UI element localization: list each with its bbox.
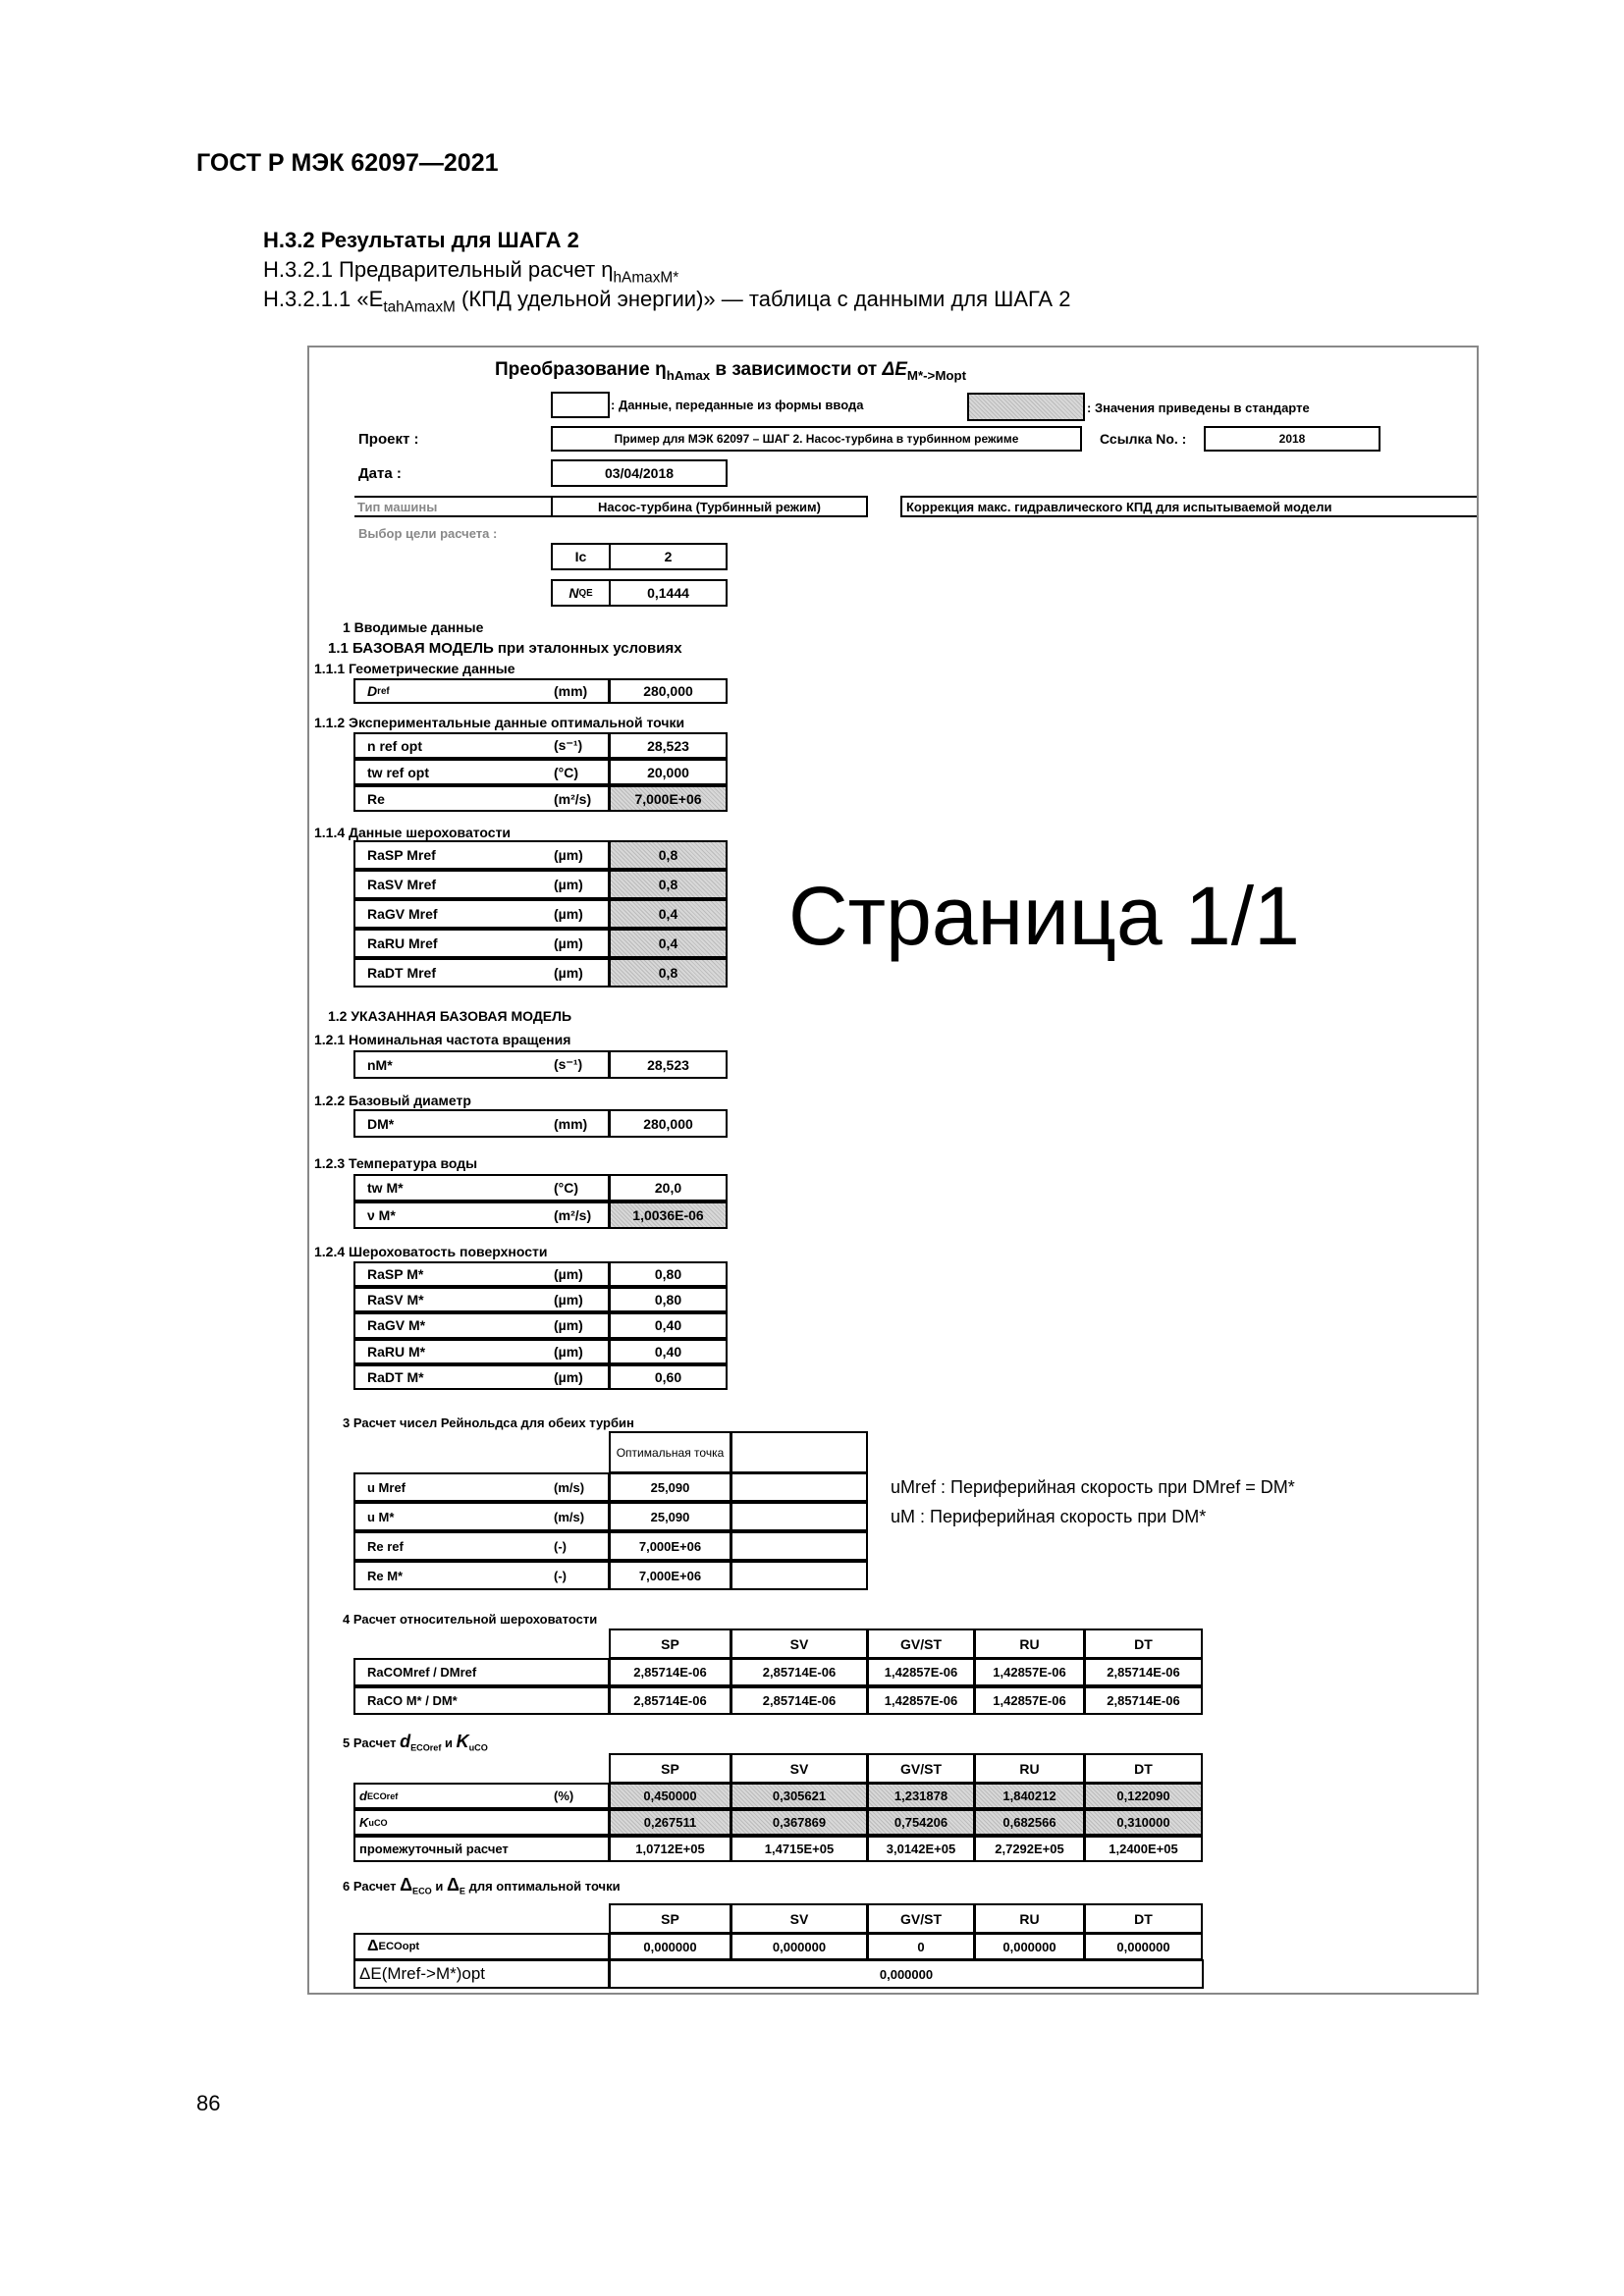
subsubsection-title xyxy=(263,287,1070,316)
value-cell xyxy=(974,1686,1085,1715)
cell-text: 0,000000 xyxy=(643,1939,697,1954)
value-cell xyxy=(974,1836,1085,1862)
cell-text: 0,8 xyxy=(658,877,678,892)
cell-text: SV xyxy=(789,1760,809,1777)
machine-type-field[interactable]: Насос-турбина (Турбинный режим) xyxy=(551,496,868,517)
cell-text: RU xyxy=(1019,1910,1040,1927)
section-heading: 4 Расчет относительной шероховатости xyxy=(343,1612,598,1627)
section-heading xyxy=(343,1732,488,1753)
value-cell[interactable] xyxy=(609,1261,728,1287)
title-sub: M*->Mopt xyxy=(906,367,967,383)
column-header xyxy=(731,1753,868,1784)
cell-text: 0,80 xyxy=(654,1292,682,1308)
heading-part: 6 Расчет xyxy=(343,1879,401,1894)
cell-text: RU xyxy=(1019,1635,1040,1652)
column-header xyxy=(867,1629,975,1659)
cell-text: 1,42857E-06 xyxy=(993,1693,1066,1708)
cell-subscript: ECOopt xyxy=(378,1941,420,1952)
value-cell xyxy=(974,1783,1085,1809)
cell-text: u M* xyxy=(367,1509,395,1524)
row-unit: (m/s) xyxy=(554,1509,585,1524)
column-header xyxy=(1084,1753,1203,1784)
nqe-field[interactable]: 0,1444 xyxy=(609,579,728,607)
row-label-cell xyxy=(353,1312,610,1338)
row-label-cell xyxy=(353,1174,610,1201)
empty-cell xyxy=(731,1531,868,1561)
column-header xyxy=(974,1903,1085,1934)
cell-text: DT xyxy=(1134,1760,1153,1777)
row-label: RaGV M* xyxy=(367,1317,426,1334)
cell-text: d xyxy=(359,1789,367,1803)
cell-text: 0,80 xyxy=(654,1266,682,1283)
row-unit: (s⁻¹) xyxy=(554,737,583,753)
value-cell xyxy=(974,1809,1085,1836)
column-header xyxy=(609,1903,731,1934)
row-label-cell xyxy=(353,1261,610,1287)
cell-subscript: uCO xyxy=(368,1817,388,1828)
value-cell[interactable] xyxy=(609,732,728,759)
cell-text: 2,85714E-06 xyxy=(633,1693,707,1708)
value-cell xyxy=(867,1933,975,1960)
column-header xyxy=(974,1629,1085,1659)
value-cell xyxy=(1084,1809,1203,1836)
note-umref: uMref : Периферийная скорость при DMref = DM* xyxy=(891,1477,1295,1497)
row-label: nM* xyxy=(367,1056,393,1073)
section-heading: 1 Вводимые данные xyxy=(343,619,484,635)
row-unit: (%) xyxy=(554,1789,574,1803)
cell-text: 0,000000 xyxy=(1002,1939,1056,1954)
cell-text: Re M* xyxy=(367,1568,404,1583)
section-heading: 1.2.1 Номинальная частота вращения xyxy=(314,1032,571,1047)
row-label: RaSP M* xyxy=(367,1266,424,1283)
value-cell xyxy=(609,1809,731,1836)
row-label-cell xyxy=(353,840,610,870)
subsection-title-text: Н.3.2.1 Предварительный расчет η xyxy=(263,257,614,282)
row-label-cell xyxy=(353,1502,610,1531)
heading-sub: E xyxy=(459,1886,465,1896)
value-cell[interactable] xyxy=(609,759,728,785)
heading-part: Δ xyxy=(446,1875,460,1895)
cell-text: 28,523 xyxy=(647,737,689,754)
value-cell xyxy=(1084,1836,1203,1862)
subsection-title-sub: hAmaxM* xyxy=(613,269,679,287)
value-cell xyxy=(867,1809,975,1836)
row-unit: (s⁻¹) xyxy=(554,1056,583,1072)
section-heading: 1.2.3 Температура воды xyxy=(314,1155,478,1171)
row-label-cell xyxy=(353,958,610,988)
subsubsection-title-rest: (КПД удельной энергии)» — таблица с данными для ШАГА 2 xyxy=(455,287,1071,311)
cell-text: SV xyxy=(789,1635,809,1652)
row-unit: (m²/s) xyxy=(554,1207,592,1223)
cell-text: 20,000 xyxy=(647,764,689,780)
column-header xyxy=(609,1753,731,1784)
cell-text: Оптимальная точка xyxy=(616,1445,725,1460)
row-unit: (µm) xyxy=(554,1292,583,1308)
row-label-cell xyxy=(353,1658,610,1686)
value-cell xyxy=(867,1836,975,1862)
cell-text: 0,367869 xyxy=(772,1815,827,1830)
sheet-title xyxy=(495,359,966,383)
cell-text: Re ref xyxy=(367,1538,404,1554)
cell-text: 3,0142E+05 xyxy=(886,1842,956,1856)
nqe-label-text: N xyxy=(568,585,579,601)
project-field[interactable]: Пример для МЭК 62097 – ШАГ 2. Насос-турбина в турбинном режиме xyxy=(551,426,1082,452)
row-label-cell xyxy=(353,870,610,899)
cell-text: 7,000E+06 xyxy=(638,1538,702,1554)
value-cell xyxy=(609,1561,731,1590)
value-cell xyxy=(609,1531,731,1561)
row-label: tw ref opt xyxy=(367,764,429,780)
value-cell xyxy=(974,1658,1085,1686)
row-unit: (µm) xyxy=(554,1317,583,1334)
value-cell[interactable] xyxy=(609,1109,728,1138)
row-unit: (µm) xyxy=(554,847,583,863)
cell-text: 1,2400E+05 xyxy=(1109,1842,1178,1856)
cell-text: 0,267511 xyxy=(643,1815,697,1830)
cell-text: 0,4 xyxy=(658,935,678,951)
empty-cell xyxy=(731,1502,868,1531)
row-label: tw M* xyxy=(367,1180,404,1196)
row-label-cell xyxy=(353,1364,610,1390)
row-label-cell xyxy=(353,1109,610,1138)
row-label-cell xyxy=(353,1287,610,1312)
page-number: 86 xyxy=(196,2091,221,2115)
value-cell xyxy=(867,1658,975,1686)
subsubsection-title-sub: tahAmaxM xyxy=(383,298,456,316)
heading-sub: ECO xyxy=(412,1886,432,1896)
legend-standard-label: : Значения приведены в стандарте xyxy=(1087,400,1310,415)
value-cell xyxy=(609,1658,731,1686)
subsubsection-title-text: Н.3.2.1.1 «E xyxy=(263,287,384,311)
value-cell xyxy=(867,1783,975,1809)
column-header xyxy=(609,1431,731,1473)
nqe-label-sub: QE xyxy=(578,587,593,599)
cell-text: 1,0712E+05 xyxy=(635,1842,705,1856)
ic-field[interactable]: 2 xyxy=(609,543,728,570)
cell-text: 7,000E+06 xyxy=(638,1568,702,1583)
row-unit: (m²/s) xyxy=(554,790,592,807)
document-id: ГОСТ Р МЭК 62097—2021 xyxy=(196,149,499,177)
row-label: RaGV Mref xyxy=(367,906,438,922)
heading-part: Δ xyxy=(400,1875,412,1895)
row-label-cell xyxy=(353,1472,610,1502)
legend-input-label: : Данные, переданные из формы ввода xyxy=(611,398,864,412)
row-label: RaSV Mref xyxy=(367,877,437,892)
heading-part: для оптимальной точки xyxy=(464,1879,621,1894)
value-cell[interactable] xyxy=(609,678,728,704)
cell-text: 2,85714E-06 xyxy=(1107,1665,1180,1680)
row-label-cell xyxy=(353,929,610,958)
row-label-sub: ref xyxy=(377,685,390,697)
row-unit: (µm) xyxy=(554,1343,583,1360)
cell-text: 1,4715E+05 xyxy=(764,1842,835,1856)
reference-field[interactable]: 2018 xyxy=(1204,426,1380,452)
column-header xyxy=(1084,1903,1203,1934)
value-cell xyxy=(731,1658,868,1686)
row-label: RaSV M* xyxy=(367,1292,424,1308)
heading-part: d xyxy=(400,1732,411,1751)
section-heading: 1.1 БАЗОВАЯ МОДЕЛЬ при эталонных условиях xyxy=(328,640,682,657)
row-label-cell xyxy=(353,1809,610,1836)
empty-cell xyxy=(731,1561,868,1590)
row-label-cell xyxy=(353,1201,610,1229)
row-label: RaSP Mref xyxy=(367,847,436,863)
column-header xyxy=(867,1753,975,1784)
row-unit: (°C) xyxy=(554,764,579,780)
row-unit: (mm) xyxy=(554,1115,588,1132)
cell-text: 0,754206 xyxy=(893,1815,948,1830)
reference-label: Ссылка No. : xyxy=(1100,431,1187,447)
column-header xyxy=(731,1629,868,1659)
section-heading: 1.2.2 Базовый диаметр xyxy=(314,1093,471,1108)
value-cell xyxy=(731,1933,868,1960)
value-cell xyxy=(609,785,728,812)
heading-part: 5 Расчет xyxy=(343,1735,401,1750)
section-heading xyxy=(343,1875,621,1896)
row-label-cell xyxy=(353,1959,610,1989)
cell-text: GV/ST xyxy=(899,1635,942,1652)
value-cell xyxy=(731,1809,868,1836)
date-label: Дата : xyxy=(358,465,402,482)
cell-text: 0,40 xyxy=(654,1317,682,1334)
row-label-cell xyxy=(353,1050,610,1079)
cell-text: 0,8 xyxy=(658,965,678,981)
cell-text: 2,85714E-06 xyxy=(1107,1693,1180,1708)
value-cell xyxy=(731,1686,868,1715)
value-cell xyxy=(1084,1658,1203,1686)
cell-text: 280,000 xyxy=(643,1115,693,1132)
row-label: RaDT Mref xyxy=(367,965,437,981)
row-unit: (mm) xyxy=(554,683,588,699)
row-label-cell xyxy=(353,759,610,785)
row-label-cell xyxy=(353,899,610,929)
page-watermark: Страница 1/1 xyxy=(788,870,1300,962)
cell-text: RaCOMref / DMref xyxy=(367,1665,477,1680)
cell-text: 0,682566 xyxy=(1002,1815,1056,1830)
cell-text: 2,85714E-06 xyxy=(762,1665,837,1680)
value-cell xyxy=(609,1933,731,1960)
section-heading: 1.2.4 Шероховатость поверхности xyxy=(314,1244,548,1259)
correction-label: Коррекция макс. гидравлического КПД для испытываемой модели xyxy=(900,496,1477,517)
cell-text: 0,4 xyxy=(658,906,678,922)
value-cell xyxy=(867,1686,975,1715)
note-um: uM : Периферийная скорость при DM* xyxy=(891,1507,1207,1526)
row-label-cell xyxy=(353,1836,610,1862)
row-unit: (µm) xyxy=(554,1368,583,1385)
value-cell xyxy=(731,1783,868,1809)
cell-text: 0,40 xyxy=(654,1343,682,1360)
column-header xyxy=(974,1753,1085,1784)
cell-text: DT xyxy=(1134,1910,1153,1927)
cell-text: 0,60 xyxy=(654,1368,682,1385)
column-header xyxy=(1084,1629,1203,1659)
row-label-cell xyxy=(353,1933,610,1960)
value-cell xyxy=(609,1502,731,1531)
row-label-cell xyxy=(353,1561,610,1590)
cell-text: 1,840212 xyxy=(1002,1789,1056,1803)
row-unit: (µm) xyxy=(554,935,583,951)
value-cell[interactable] xyxy=(609,1339,728,1364)
cell-text: 2,85714E-06 xyxy=(633,1665,707,1680)
cell-text: GV/ST xyxy=(899,1910,942,1927)
cell-text: Δ xyxy=(367,1938,379,1954)
cell-text: ΔE(Mref->M*)opt xyxy=(359,1964,486,1983)
value-cell xyxy=(609,899,728,929)
row-unit: (µm) xyxy=(554,877,583,892)
legend-input-swatch xyxy=(551,392,610,418)
value-cell xyxy=(609,1201,728,1229)
row-unit: (-) xyxy=(554,1538,567,1554)
cell-text: 280,000 xyxy=(643,683,693,699)
section-heading: 3 Расчет чисел Рейнольдса для обеих турбин xyxy=(343,1415,634,1430)
value-cell xyxy=(609,958,728,988)
cell-text: 0,000000 xyxy=(879,1966,934,1982)
ic-label: Ic xyxy=(551,543,611,570)
cell-text: 28,523 xyxy=(647,1056,689,1073)
row-label-cell xyxy=(353,678,610,704)
cell-text: SP xyxy=(661,1910,679,1927)
row-unit: (µm) xyxy=(554,1266,583,1283)
row-unit: (°C) xyxy=(554,1180,579,1196)
cell-text: 2,7292E+05 xyxy=(995,1842,1064,1856)
project-label: Проект : xyxy=(358,431,419,448)
column-header xyxy=(867,1903,975,1934)
heading-sub: uCO xyxy=(468,1742,488,1753)
row-label: RaRU Mref xyxy=(367,935,438,951)
value-cell xyxy=(1084,1933,1203,1960)
cell-text: SP xyxy=(661,1760,679,1777)
section-title: Н.3.2 Результаты для ШАГА 2 xyxy=(263,228,579,252)
cell-text: GV/ST xyxy=(899,1760,942,1777)
title-sub: hAmax xyxy=(666,367,711,383)
value-cell xyxy=(609,1686,731,1715)
cell-text: 1,42857E-06 xyxy=(884,1693,958,1708)
value-cell xyxy=(609,840,728,870)
heading-sub: ECOref xyxy=(410,1742,442,1753)
section-heading: 1.1.4 Данные шероховатости xyxy=(314,825,512,840)
cell-text: 0,122090 xyxy=(1116,1789,1170,1803)
cell-text: 25,090 xyxy=(650,1509,690,1524)
value-cell[interactable] xyxy=(609,1050,728,1079)
cell-text: SV xyxy=(789,1910,809,1927)
value-cell xyxy=(731,1836,868,1862)
row-unit: (m/s) xyxy=(554,1479,585,1495)
cell-text: 0,310000 xyxy=(1116,1815,1170,1830)
row-label: RaRU M* xyxy=(367,1343,426,1360)
row-unit: (µm) xyxy=(554,965,583,981)
row-label-cell xyxy=(353,1783,610,1809)
row-label: Re xyxy=(367,790,385,807)
value-cell[interactable] xyxy=(609,1174,728,1201)
cell-text: 2,85714E-06 xyxy=(762,1693,837,1708)
cell-text: SP xyxy=(661,1635,679,1652)
date-field[interactable]: 03/04/2018 xyxy=(551,459,728,487)
cell-text: 0,000000 xyxy=(1116,1939,1170,1954)
cell-subscript: ECOref xyxy=(366,1790,399,1801)
row-label: DM* xyxy=(367,1115,395,1132)
title-part: в зависимости от xyxy=(710,359,883,380)
cell-text: 25,090 xyxy=(650,1479,690,1495)
value-cell[interactable] xyxy=(609,1287,728,1312)
cell-text: K xyxy=(359,1815,369,1830)
cell-text: u Mref xyxy=(367,1479,406,1495)
value-cell[interactable] xyxy=(609,1364,728,1390)
cell-text: 1,0036E-06 xyxy=(632,1207,704,1223)
title-part: ΔE xyxy=(882,359,907,380)
title-part: Преобразование η xyxy=(495,359,667,380)
cell-text: RaCO M* / DM* xyxy=(367,1693,458,1708)
cell-text: 20,0 xyxy=(654,1180,682,1196)
section-heading: 1.1.2 Экспериментальные данные оптимальной точки xyxy=(314,715,685,730)
value-cell xyxy=(1084,1686,1203,1715)
heading-part: и xyxy=(431,1879,447,1894)
section-heading: 1.1.1 Геометрические данные xyxy=(314,661,515,676)
row-unit: (-) xyxy=(554,1568,567,1583)
section-heading: 1.2 УКАЗАННАЯ БАЗОВАЯ МОДЕЛЬ xyxy=(328,1008,572,1024)
cell-text: 1,231878 xyxy=(893,1789,948,1803)
subsection-title xyxy=(263,257,678,287)
heading-part: K xyxy=(456,1732,469,1751)
row-label-cell xyxy=(353,1339,610,1364)
value-cell xyxy=(609,1783,731,1809)
value-cell xyxy=(609,929,728,958)
row-label: n ref opt xyxy=(367,737,422,754)
cell-text: 1,42857E-06 xyxy=(993,1665,1066,1680)
column-header-empty xyxy=(731,1431,868,1473)
nqe-label xyxy=(551,579,611,607)
legend-standard-swatch xyxy=(967,393,1085,421)
row-label-cell xyxy=(353,785,610,812)
machine-type-label: Тип машины xyxy=(354,496,552,517)
value-cell[interactable] xyxy=(609,1312,728,1338)
row-unit: (µm) xyxy=(554,906,583,922)
value-cell xyxy=(974,1933,1085,1960)
column-header xyxy=(609,1629,731,1659)
row-label-cell xyxy=(353,1686,610,1715)
row-label-cell xyxy=(353,1531,610,1561)
cell-text: 0 xyxy=(917,1939,925,1954)
value-cell xyxy=(1084,1783,1203,1809)
row-label: RaDT M* xyxy=(367,1368,424,1385)
cell-text: 1,42857E-06 xyxy=(884,1665,958,1680)
cell-text: промежуточный расчет xyxy=(359,1842,509,1856)
value-cell xyxy=(609,1472,731,1502)
column-header xyxy=(731,1903,868,1934)
cell-text: 7,000E+06 xyxy=(634,790,702,807)
value-cell xyxy=(609,1959,1204,1989)
heading-part: и xyxy=(441,1735,457,1750)
row-label: D xyxy=(367,683,378,699)
value-cell xyxy=(609,870,728,899)
cell-text: 0,000000 xyxy=(772,1939,827,1954)
row-label: ν M* xyxy=(367,1207,396,1223)
cell-text: RU xyxy=(1019,1760,1040,1777)
row-label-cell xyxy=(353,732,610,759)
value-cell xyxy=(609,1836,731,1862)
cell-text: 0,305621 xyxy=(772,1789,827,1803)
cell-text: 0,8 xyxy=(658,847,678,863)
cell-text: DT xyxy=(1134,1635,1153,1652)
empty-cell xyxy=(731,1472,868,1502)
cell-text: 0,450000 xyxy=(643,1789,697,1803)
goal-label: Выбор цели расчета : xyxy=(358,526,498,541)
